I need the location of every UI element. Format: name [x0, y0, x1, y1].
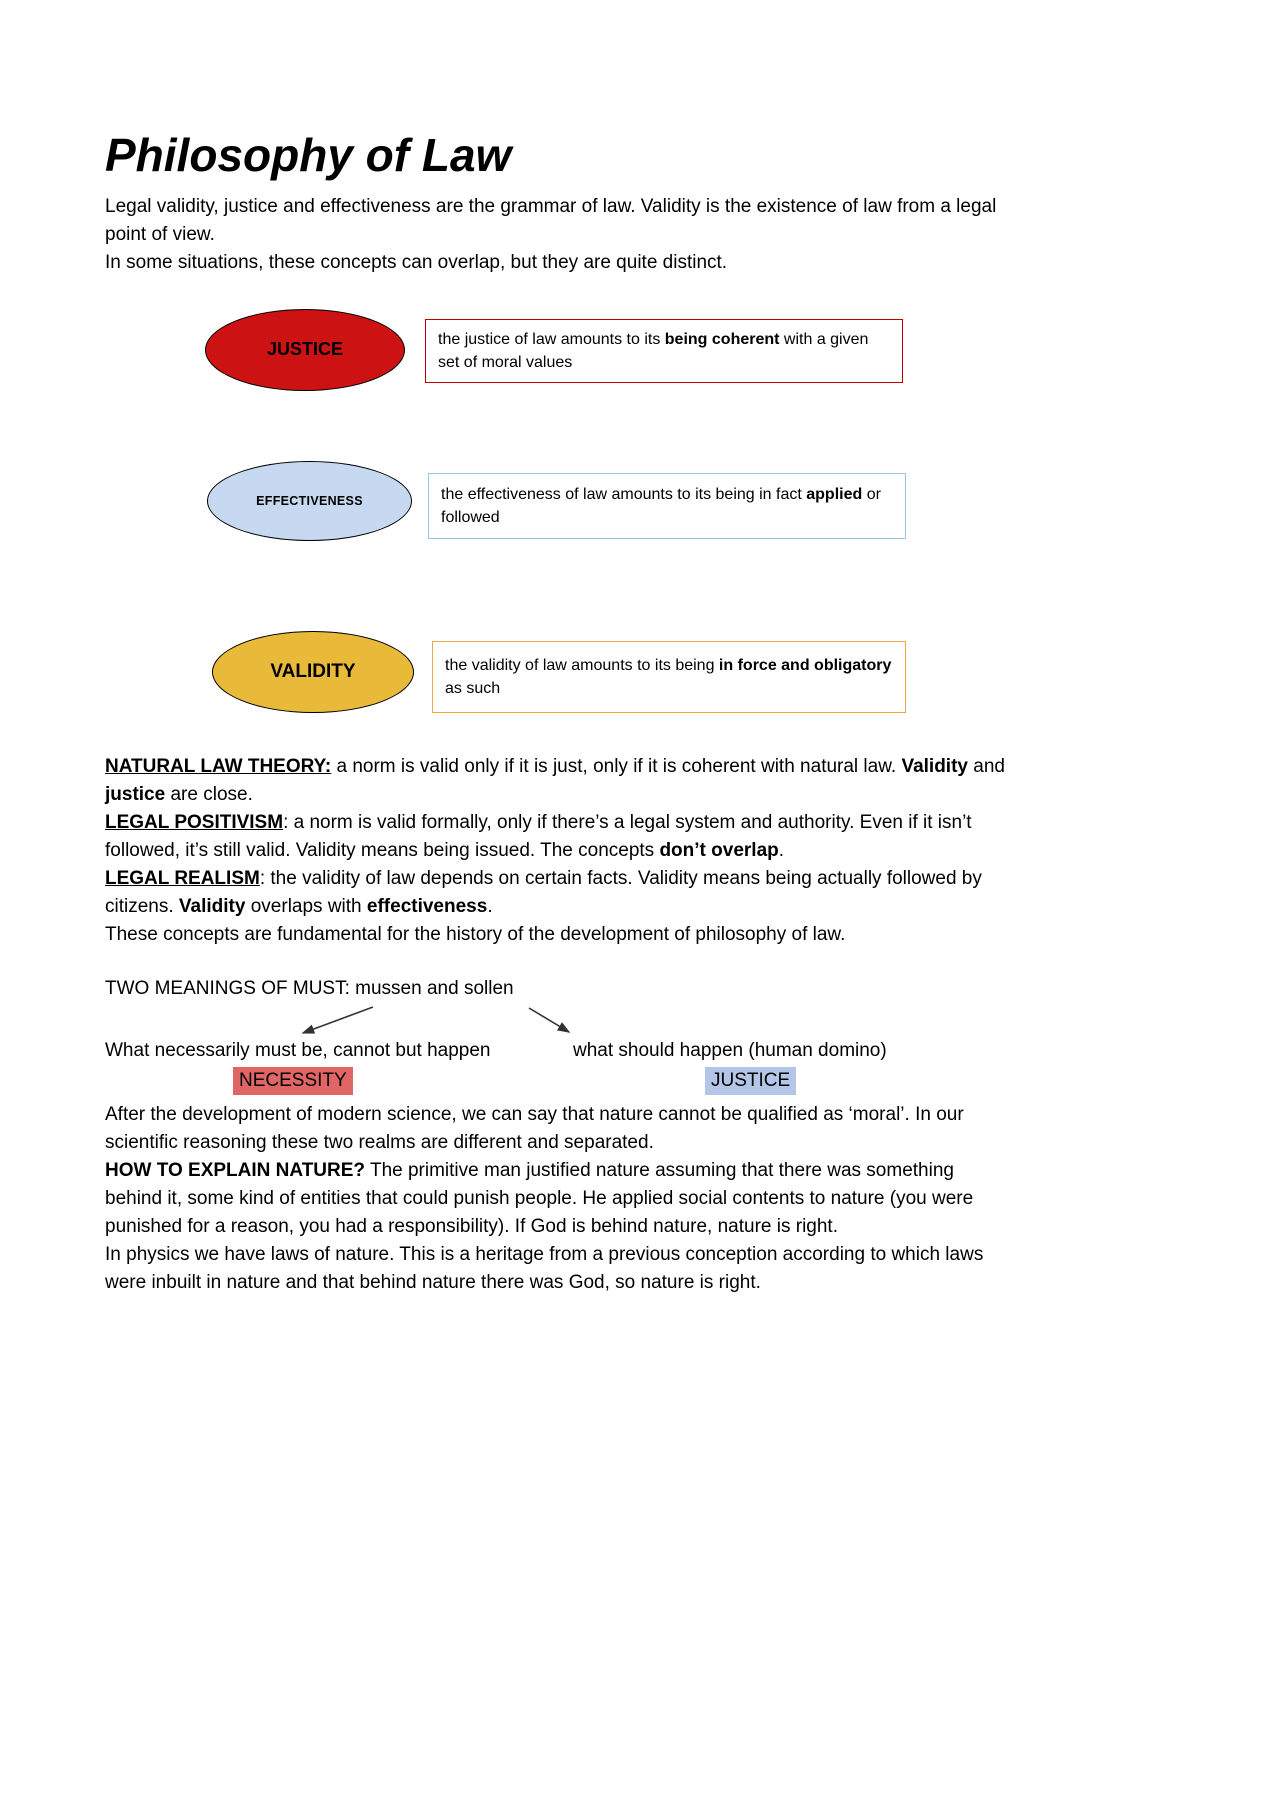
justice-description: the justice of law amounts to its being coherent with a given set of moral values: [438, 330, 869, 371]
justice-description-box: [425, 319, 903, 383]
justice-phrase: what should happen (human domino): [573, 1039, 887, 1061]
must-heading: TWO MEANINGS OF MUST: mussen and sollen: [105, 977, 514, 999]
must-labels-row: [105, 1067, 1015, 1097]
intro-paragraph-2: In some situations, these concepts can overlap, but they are quite distinct.: [105, 251, 728, 273]
effectiveness-ellipse: [207, 461, 412, 541]
justice-arrow: [529, 1008, 569, 1032]
validity-description: the validity of law amounts to its being in force and obligatory as such: [445, 656, 892, 697]
effectiveness-ellipse-label: EFFECTIVENESS: [256, 493, 363, 508]
effectiveness-description-box: [428, 473, 906, 539]
closing-paragraph: These concepts are fundamental for the history of the development of philosophy of law.: [105, 923, 846, 945]
legal-positivism-paragraph: LEGAL POSITIVISM: a norm is valid formally, only if there’s a legal system and authority. Even if it isn’t followed, it’s still valid. Validity means being issued. The concepts don’t overlap.: [105, 811, 972, 861]
legal-realism-paragraph: LEGAL REALISM: the validity of law depends on certain facts. Validity means being actually followed by citizens. Validity overlaps with effectiveness.: [105, 867, 982, 917]
necessity-arrow: [303, 1007, 373, 1033]
justice-ellipse: [205, 309, 405, 391]
must-phrases-row: [105, 1037, 1015, 1065]
justice-label: JUSTICE: [705, 1067, 796, 1095]
nature-section: [105, 1101, 1015, 1297]
validity-description-box: [432, 641, 906, 713]
validity-ellipse-label: VALIDITY: [270, 660, 356, 682]
effectiveness-description: the effectiveness of law amounts to its being in fact applied or followed: [441, 485, 881, 526]
theories-section: [105, 753, 1015, 949]
validity-ellipse: [212, 631, 414, 713]
necessity-label: NECESSITY: [233, 1067, 353, 1095]
intro-paragraph-1: Legal validity, justice and effectiveness are the grammar of law. Validity is the existence of law from a legal point of view.: [105, 195, 997, 245]
explain-nature-paragraph: HOW TO EXPLAIN NATURE? The primitive man justified nature assuming that there was something behind it, some kind of entities that could punish people. He applied social contents to nature (you were punished for a reason, you had a responsibility). If God is behind nature, nature is right.: [105, 1159, 974, 1237]
concepts-diagram: [105, 303, 1015, 743]
physics-paragraph: In physics we have laws of nature. This is a heritage from a previous conception according to which laws were inbuilt in nature and that behind nature there was God, so nature is right.: [105, 1243, 984, 1293]
justice-ellipse-label: JUSTICE: [266, 339, 344, 360]
modern-science-paragraph: After the development of modern science, we can say that nature cannot be qualified as ‘moral’. In our scientific reasoning these two realms are different and separated.: [105, 1103, 964, 1153]
necessity-phrase: What necessarily must be, cannot but happen: [105, 1039, 491, 1061]
document-content: [105, 130, 1015, 1297]
natural-law-paragraph: NATURAL LAW THEORY: a norm is valid only if it is just, only if it is coherent with natural law. Validity and justice are close.: [105, 755, 1005, 805]
page-title: Philosophy of Law: [105, 129, 512, 181]
must-arrows-diagram: [105, 1005, 705, 1037]
